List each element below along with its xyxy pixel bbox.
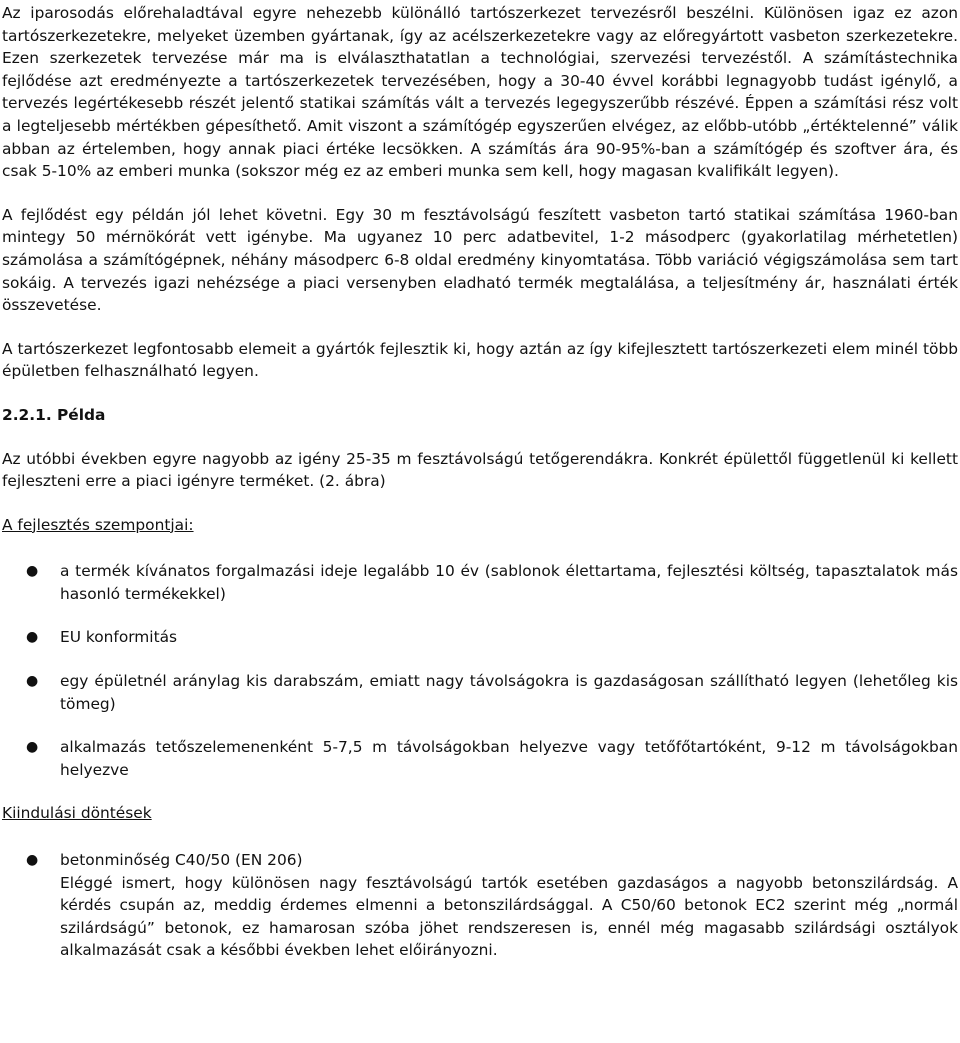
- bullet-icon: ●: [26, 739, 39, 756]
- development-aspects-list: [2, 560, 958, 781]
- example-development-paragraph: A fejlődést egy példán jól lehet követni. Egy 30 m fesztávolságú feszített vasbeton tartó statikai számítása 1960-ban mintegy 50 mérnökórát vett igénybe. Ma ugyanez 10 perc adatbevitel, 1-2 másodperc (gyakorlatilag mérhetetlen) számolása a számítógépnek, néhány másodperc 6-8 oldal eredmény kinyomtatása. Több variáció végigszámolása sem tart sokáig. A tervezés igazi nehézsége a piaci versenyben eladható termék megtalálása, a teljesítmény ár, használati érték összevetése.: [2, 205, 958, 315]
- bullet-icon: ●: [26, 673, 39, 690]
- initial-decisions-list: [2, 849, 958, 962]
- bullet-icon: ●: [26, 629, 39, 646]
- list-item: [2, 626, 958, 649]
- bullet-icon: ●: [26, 563, 39, 580]
- list-item: [2, 670, 958, 715]
- list-item: [2, 849, 958, 962]
- intro-paragraph: Az iparosodás előrehaladtával egyre nehezebb különálló tartószerkezet tervezésről beszélni. Különösen igaz ez azon tartószerkezetekre, melyeket üzemben gyártanak, így az acélszerkezetekre vagy az előregyártott vasbeton szerkezetekre. Ezen szerkezetek tervezése már ma is elválaszthatatlan a technológiai, szervezési tervezéstől. A számítástechnika fejlődése azt eredményezte a tartószerkezetek tervezésében, hogy a 30-40 évvel korábbi legnagyobb tudást igénylő, a tervezés legértékesebb részét jelentő statikai számítás vált a tervezés legegyszerűbb részévé. Éppen a számítási rész volt a legteljesebb mértékben gépesíthető. Amit viszont a számítógép egyszerűen elvégez, az előbb-utóbb „értéktelenné” válik abban az értelemben, hogy annak piaci értéke lecsökken. A számítás ára 90-95%-ban a számítógép és szoftver ára, és csak 5-10% az emberi munka (sokszor még ez az emberi munka sem kell, hogy magasan kvalifikált legyen).: [2, 4, 958, 181]
- list-item-title: betonminőség C40/50 (EN 206): [60, 851, 303, 870]
- list-item-text: Eléggé ismert, hogy különösen nagy fesztávolságú tartók esetében gazdaságos a nagyobb betonszilárdság. A kérdés csupán az, meddig érdemes elmenni a betonszilárdsággal. A C50/60 betonok EC2 szerint még „normál szilárdságú” betonok, ez hamarosan szóba jöhet rendszeresen is, ennél még magasabb szilárdsági osztályok alkalmazását csak a későbbi években lehet előirányozni.: [60, 873, 958, 960]
- list-item: [2, 560, 958, 605]
- list-item-text: alkalmazás tetőszelemenenként 5-7,5 m távolságokban helyezve vagy tetőfőtartóként, 9-12 m távolságokban helyezve: [60, 738, 958, 779]
- list-item-text: EU konformitás: [60, 628, 178, 647]
- bullet-icon: ●: [26, 852, 39, 869]
- manufacturers-paragraph: A tartószerkezet legfontosabb elemeit a gyártók fejlesztik ki, hogy aztán az így kifejlesztett tartószerkezeti elem minél több épületben felhasználható legyen.: [2, 339, 958, 381]
- development-aspects-heading: A fejlesztés szempontjai:: [2, 515, 194, 534]
- initial-decisions-heading: Kiindulási döntések: [2, 804, 152, 823]
- example-paragraph: Az utóbbi években egyre nagyobb az igény 25-35 m fesztávolságú tetőgerendákra. Konkrét épülettől függetlenül ki kellett fejleszteni erre a piaci igényre terméket. (2. ábra): [2, 449, 958, 491]
- section-heading: 2.2.1. Példa: [2, 405, 106, 424]
- list-item: [2, 736, 958, 781]
- list-item-text: egy épületnél aránylag kis darabszám, emiatt nagy távolságokra is gazdaságosan szállítható legyen (lehetőleg kis tömeg): [60, 672, 958, 713]
- list-item-text: a termék kívánatos forgalmazási ideje legalább 10 év (sablonok élettartama, fejlesztési költség, tapasztalatok más hasonló termékekkel): [60, 562, 958, 603]
